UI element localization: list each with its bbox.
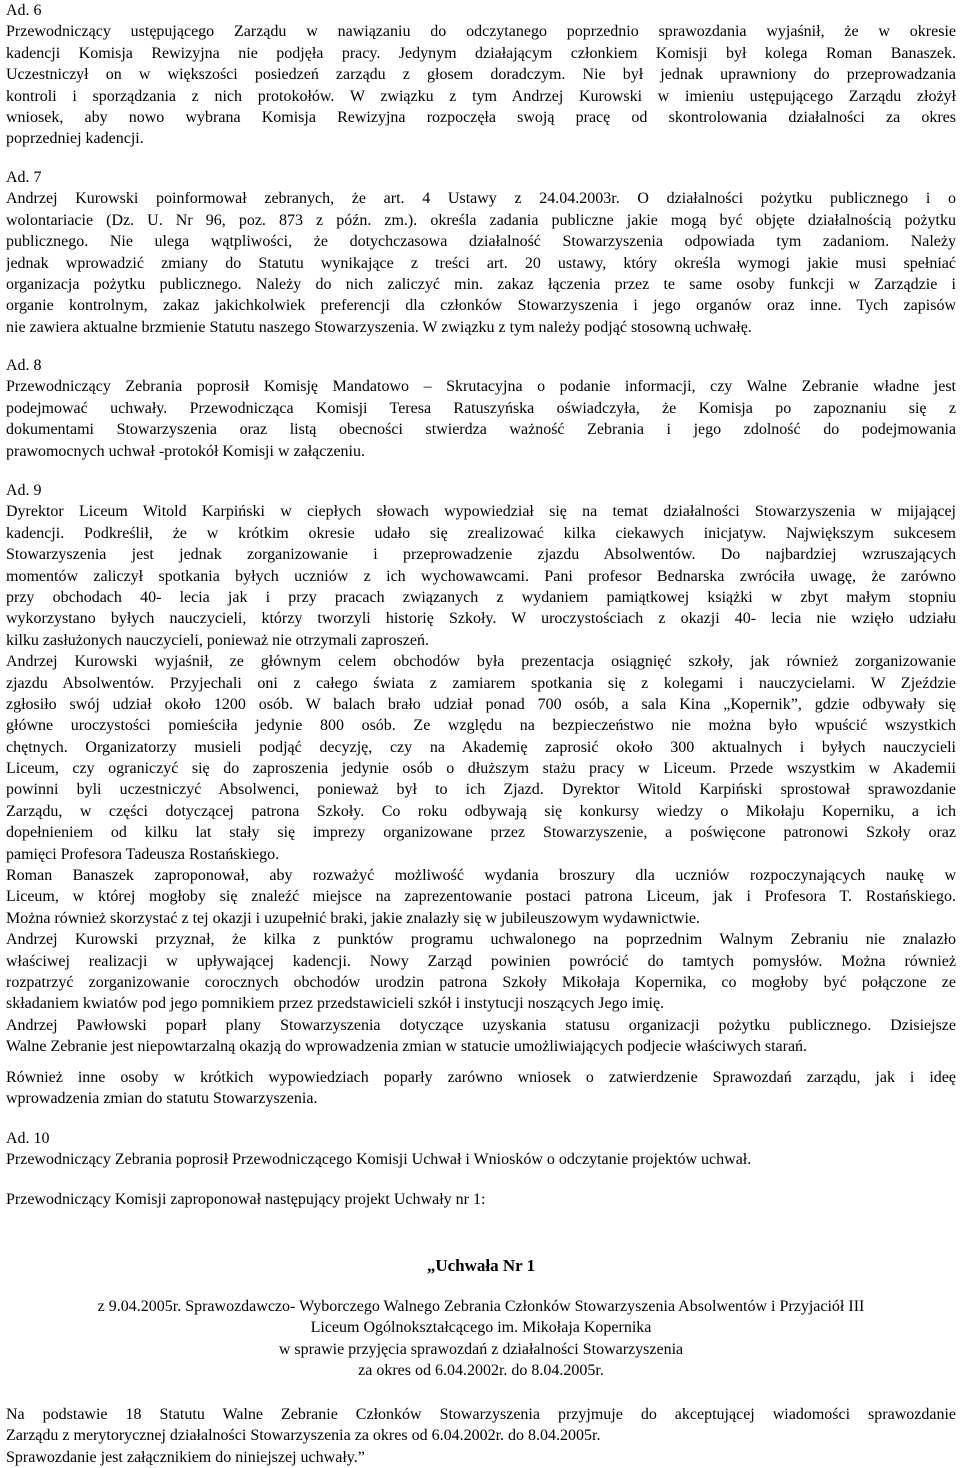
- text-line: publicznego. Nie ulega wątpliwości, że dotychczasowa działalność Stowarzyszenia odpowiada tym zadaniom. Należy: [6, 233, 956, 251]
- resolution-header-line: w sprawie przyjęcia sprawozdań z działalności Stowarzyszenia: [278, 1340, 684, 1358]
- resolution-body: [6, 1404, 956, 1468]
- section-ad-6: [6, 0, 956, 150]
- text-line: Na podstawie 18 Statutu Walne Zebranie Członków Stowarzyszenia przyjmuje do akceptującej wiadomości sprawozdanie: [6, 1406, 956, 1423]
- section-ad-10-proposal: [6, 1189, 956, 1210]
- text-line: kontroli i sporządzania z nich protokołów. W związku z tym Andrzej Kurowski w imieniu ustępującego Zarządu złożył: [6, 87, 956, 105]
- text-line: główne uroczystości pomieściła jedynie 800 osób. Ze względu na bezpieczeństwo nie można było wpuścić wszystkich: [6, 717, 956, 735]
- text-line: rozpatrzyć zorganizowanie corocznych obchodów urodzin patrona Szkoły Mikołaja Kopernika, co mogłoby być połączone ze: [6, 973, 956, 991]
- text-line: wprowadzenia zmian do statutu Stowarzyszenia.: [6, 1090, 318, 1108]
- text-line: poprzedniej kadencji.: [6, 130, 144, 148]
- text-line: powinni byli uczestniczyć Absolwenci, ponieważ był to ich Zjazd. Dyrektor Witold Karpiński sprostował sprawozdanie: [6, 781, 956, 799]
- text-line: Dyrektor Liceum Witold Karpiński w ciepłych słowach wypowiedział się na temat działalności Stowarzyszenia w mijającej: [6, 503, 956, 521]
- section-ad-9-remarks: [6, 1067, 956, 1110]
- text-line: Zarządu, w części dotyczącej patrona Szkoły. Co roku odbywają się konkursy wiedzy o Mikołaju Koperniku, a ich: [6, 802, 956, 820]
- text-line: Andrzej Pawłowski poparł plany Stowarzyszenia dotyczące uzyskania statusu organizacji pożytku publicznego. Dzisiejsze: [6, 1016, 956, 1034]
- text-line: dopełnieniem od kilku lat stały się imprezy organizowane przez Stowarzyszenie, a poświęcone patronowi Szkoły oraz: [6, 824, 956, 842]
- section-body: [6, 376, 956, 462]
- resolution-header-line: z 9.04.2005r. Sprawozdawczo- Wyborczego Walnego Zebrania Członków Stowarzyszenia Absolwentów i Przyjaciół III: [97, 1298, 865, 1315]
- text-line: Również inne osoby w krótkich wypowiedziach poparły zarówno wniosek o zatwierdzenie Sprawozdań zarządu, jak i ideę: [6, 1069, 956, 1086]
- text-line: zgłosiło swój udział około 1200 osób. W balach brało udział ponad 700 osób, a sala Kina „Kopernik”, gdzie odbywały się: [6, 695, 956, 713]
- text-line: Walne Zebranie jest niepowtarzalną okazją do wprowadzenia zmian w statucie umożliwiających podjecie właściwych starań.: [6, 1038, 808, 1056]
- section-ad-7: [6, 167, 956, 338]
- section-heading: Ad. 6: [6, 2, 42, 19]
- section-ad-8: [6, 355, 956, 462]
- text-line: przy obchodach 40- lecia jak i przy pracach związanych z wydaniem pamiątkowej książki w zbyt małym stopniu: [6, 588, 956, 606]
- section-body: [6, 501, 956, 1057]
- text-line: Sprawozdanie jest załącznikiem do niniejszej uchwały.”: [6, 1448, 365, 1466]
- text-line: Przewodniczący ustępującego Zarządu w nawiązaniu do odczytanego poprzednio sprawozdania wyjaśnił, że w okresie: [6, 23, 956, 41]
- resolution-header-line: za okres od 6.04.2002r. do 8.04.2005r.: [358, 1362, 604, 1380]
- text-line: pamięci Profesora Tadeusza Rostańskiego.: [6, 845, 280, 863]
- text-line: nie zawiera aktualne brzmienie Statutu naszego Stowarzyszenia. W związku z tym należy podjąć stosowną uchwałę.: [6, 318, 752, 336]
- text-line: Stowarzyszenia jest jednak zorganizowanie i przeprowadzenie zjazdu Absolwentów. Do najbardziej wzruszających: [6, 546, 956, 564]
- resolution-title-block: [6, 1255, 956, 1276]
- text-line: dokumentami Stowarzyszenia oraz listą obecności stwierdza ważność Zebrania i jego zdolność do podejmowania: [6, 421, 956, 439]
- text-line: Liceum, w której mogłoby się znaleźć miejsce na zaprezentowanie postaci patrona Liceum, jak i Profesora T. Rostańskiego.: [6, 888, 956, 906]
- text-line: Andrzej Kurowski przyznał, że kilka z punktów programu uchwalonego na poprzednim Walnym Zebraniu nie znalazło: [6, 931, 956, 949]
- resolution-title: „Uchwała Nr 1: [426, 1256, 536, 1275]
- resolution-header-line: Liceum Ogólnokształcącego im. Mikołaja Kopernika: [310, 1319, 652, 1337]
- text-line: Przewodniczący Komisji zaproponował następujący projekt Uchwały nr 1:: [6, 1191, 486, 1208]
- text-line: jednak wprowadzić zmiany do Statutu wynikające z treści art. 20 ustawy, który określa wymogi jakie musi spełniać: [6, 254, 956, 272]
- text-line: Uczestniczył on w większości posiedzeń zarządu z głosem doradczym. Nie był jednak uprawniony do przeprowadzania: [6, 66, 956, 84]
- text-line: Andrzej Kurowski wyjaśnił, ze głównym celem obchodów była prezentacja osiągnięć szkoły, jak również zorganizowanie: [6, 653, 956, 671]
- section-heading: Ad. 10: [6, 1130, 50, 1147]
- section-body: [6, 188, 956, 338]
- section-ad-10: [6, 1128, 956, 1171]
- section-body: [6, 21, 956, 149]
- section-body: [6, 1189, 956, 1210]
- text-line: Andrzej Kurowski poinformował zebranych, że art. 4 Ustawy z 24.04.2003r. O działalności pożytku publicznego i o: [6, 190, 956, 208]
- text-line: kadencji Komisja Rewizyjna nie podjęła pracy. Jedynym działającym członkiem Komisji był kolega Roman Banaszek.: [6, 44, 956, 62]
- section-heading: Ad. 8: [6, 357, 42, 374]
- section-body: [6, 1149, 956, 1170]
- section-body: [6, 1067, 956, 1110]
- text-line: składaniem kwiatów pod jego pomnikiem przez przedstawicieli szkół i instytucji noszących Jego imię.: [6, 995, 665, 1013]
- text-line: Przewodniczący Zebrania poprosił Komisję Mandatowo – Skrutacyjna o podanie informacji, czy Walne Zebranie władne jest: [6, 378, 956, 396]
- text-line: właściwej realizacji w upływającej kadencji. Nowy Zarząd powinien powrócić do tamtych pomysłów. Można również: [6, 952, 956, 970]
- text-line: kilku zasłużonych nauczycieli, ponieważ nie otrzymali zaproszeń.: [6, 631, 429, 649]
- text-line: prawomocnych uchwał -protokół Komisji w załączeniu.: [6, 442, 365, 460]
- section-ad-9: [6, 480, 956, 1058]
- text-line: wniosek, aby nowo wybrana Komisja Rewizyjna rozpoczęła swoją pracę od skontrolowania działalności za okres: [6, 108, 956, 126]
- text-line: wolontariacie (Dz. U. Nr 96, poz. 873 z późn. zm.). określa zadania publiczne jakie mogą być objęte działalnością pożytku: [6, 211, 956, 229]
- text-line: Roman Banaszek zaproponował, aby rozważyć możliwość wydania broszury dla uczniów rozpoczynających naukę w: [6, 867, 956, 885]
- text-line: organie kontrolnym, zakaz jakichkolwiek preferencji dla członków Stowarzyszenia i jego organów oraz inne. Tych zapisów: [6, 297, 956, 315]
- resolution-header: [6, 1296, 956, 1382]
- text-line: wykorzystano byłych nauczycieli, którzy tworzyli historię Szkoły. W uroczystościach z okazji 40- lecia nie wzięło udziału: [6, 610, 956, 628]
- text-line: podejmować uchwały. Przewodnicząca Komisji Teresa Ratuszyńska oświadczyła, że Komisja po zapoznaniu się z: [6, 399, 956, 417]
- text-line: zjazdu Absolwentów. Przyjechali oni z całego świata z zamiarem spotkania się z kolegami i nauczycielami. W Zjeździe: [6, 674, 956, 692]
- text-line: Zarządu z merytorycznej działalności Stowarzyszenia za okres od 6.04.2002r. do 8.04.2005r.: [6, 1427, 601, 1445]
- section-heading: Ad. 7: [6, 169, 42, 186]
- text-line: kadencji. Podkreślił, że w krótkim okresie udało się zrealizować kilka ciekawych inicjatyw. Największym sukcesem: [6, 524, 956, 542]
- text-line: Liceum, czy ograniczyć się do zaproszenia jedynie osób o dłuższym stażu pracy w Liceum. Przede wszystkim w Akademii: [6, 760, 956, 778]
- section-heading: Ad. 9: [6, 482, 42, 499]
- text-line: Można również skorzystać z tej okazji i uzupełnić braki, jakie znalazły się w jubileuszowym wydawnictwie.: [6, 909, 700, 927]
- text-line: chętnych. Organizatorzy musieli podjąć decyzję, czy na Akademię zaprosić około 300 aktualnych i byłych nauczycieli: [6, 738, 956, 756]
- text-line: Przewodniczący Zebrania poprosił Przewodniczącego Komisji Uchwał i Wniosków o odczytanie projektów uchwał.: [6, 1151, 752, 1169]
- text-line: momentów zaliczył spotkania byłych uczniów z ich wychowawcami. Pani profesor Bednarska zwróciła uwagę, że zarówno: [6, 567, 956, 585]
- text-line: organizacja pożytku publicznego. Należy do nich zaliczyć min. zakaz łączenia przez te same osoby funkcji w Zarządzie i: [6, 275, 956, 293]
